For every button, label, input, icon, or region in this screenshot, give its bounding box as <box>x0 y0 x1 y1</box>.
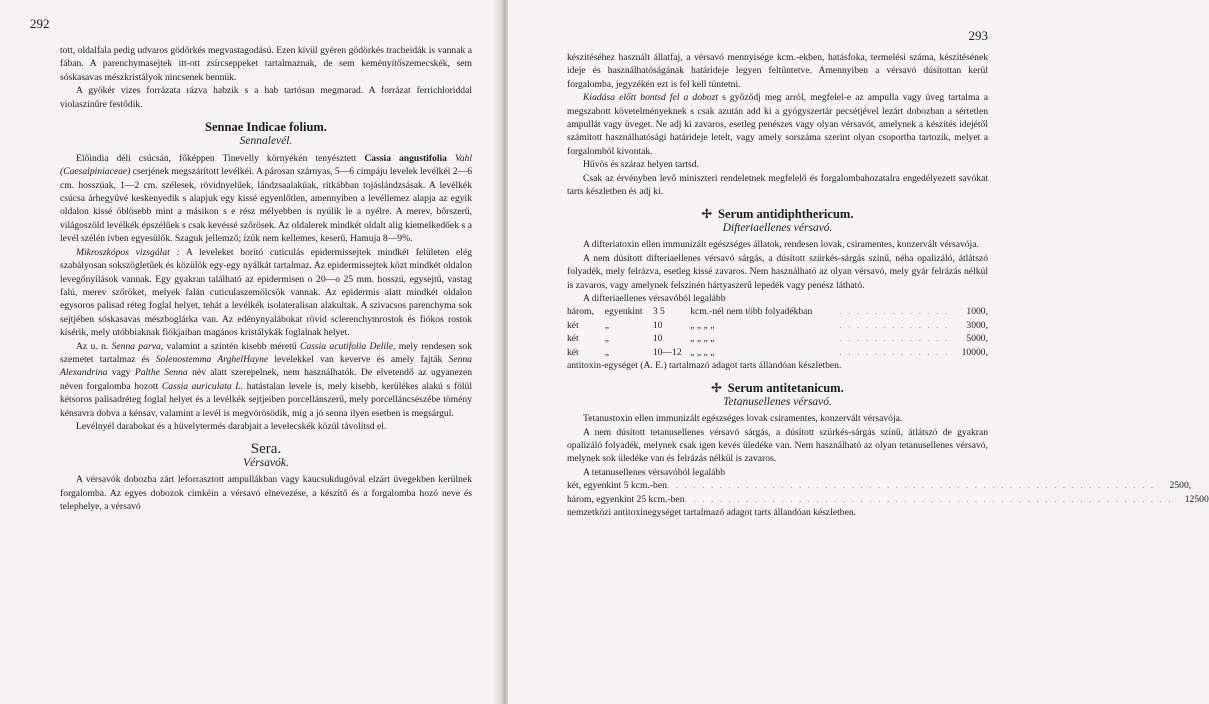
text-run: A leveleket borító cuticulás epidermissejtek mindkét felületen elég szabályosan sokszögletűek és közülök egy-egy nyálkát tartalmaz. Az epidermissejtek közt mindkét oldalon levegőnyílások vannak. Egy gyakran található az epidermisen o 20—o 25 mm. hosszú, egysejtű, vastag falú, merev szőröket, melyek falán cuticulaszemölcsök vannak. Az epidermis alatt mindkét oldalon egysoros palisad réteg foglal helyet, tehát a levélkék isolateralisan alakultak. A szivacsos parenchyma sok sejtjében sóskasavas mészboglárka van. Az edénynyalábokat rövid sclerenchymrostok és fiókos rostok kísérik, mely utóbbiaknak fiókjaiban magános kristálykák foglalnak helyet. <box>60 246 473 339</box>
paragraph: A difteriatoxin ellen immunizált egészséges állatok, rendesen lovak, csiramentes, konzervált vérsavója. <box>583 239 979 251</box>
section-subtitle-versavok: Vérsavók. <box>243 456 289 469</box>
leader-dots: . . . . . . . . . . . . . <box>839 319 950 331</box>
paragraph: Levélnyél darabokat és a hüvelytermés darabjait a levelecskék közül távolítsd el. <box>76 420 387 432</box>
table-row <box>567 305 988 318</box>
table-cell: 1000, <box>966 306 988 318</box>
emphasis-text: Kiadása előtt bontsd fel a dobozt <box>583 92 719 104</box>
text-run: mely rendesen sok szemetet tartalmaz és <box>60 340 472 365</box>
paragraph <box>567 91 988 158</box>
species-name: Senna parva, <box>111 340 164 352</box>
page-number-right: 293 <box>968 28 988 43</box>
table-row <box>567 319 988 332</box>
left-text-column <box>60 44 472 513</box>
cross-icon: ✢ <box>701 207 713 222</box>
species-name: Cassia acutifolia Delile, <box>299 340 396 352</box>
paragraph <box>60 246 472 340</box>
section-title-sennae: Sennae Indicae folium. <box>205 120 327 135</box>
author-name: Vahl <box>454 152 472 164</box>
text-run: vagy <box>111 367 131 379</box>
leader-dots: . . . . . . . . . . . . . <box>839 346 950 358</box>
title-text: Serum antidiphthericum. <box>718 207 854 222</box>
cross-icon: ✢ <box>711 381 722 396</box>
diphtheria-dose-table <box>567 305 988 359</box>
leader-dots: . . . . . . . . . . . . . . . . . . . . . . . . . . . . . . . . . . . . . . . . . . . . . . . . . . . . . . . . <box>666 480 1156 492</box>
table-cell: „ „ „ „ <box>690 346 715 358</box>
section-title-antitetanicum <box>567 382 988 395</box>
text-run: cserjének megszárított levélkéi. A párosan szárnyas, 5—6 cimpáju levelek levélkéi 2—6 cm. hosszúak, 1—2 cm. szélesek, rövidnyelűek, lándzsaalakúak, ritkábban tojáslándzsásak. A levélkék csúcsa árhegyűvé keskenyedik s alapjuk egy kissé egyenlőtlen, amennyiben a levéllemez alapja az egyik oldalon kissé öblösebb mint a másikon s e rész mélyebben is nyúlik le a nyélre. A merev, bőrszerű, világoszöld levélkék épszélűek s csak kevéssé szőrösek. Az oldalerek mindkét oldalt alig kiemelkedőek s a levél szélén ívben egyesülők. Szaguk jellemző; ízük nem kellemes, keserű. Hamuja 8—9%. <box>60 166 472 245</box>
dose-label: három, egyenkint 25 kcm.-ben <box>567 493 685 505</box>
leader-dots: . . . . . . . . . . . . . . . . . . . . . . . . . . . . . . . . . . . . . . . . . . . . . . . . . . . . . . . . <box>684 493 1173 505</box>
paragraph: A difteriaellenes vérsavóból legalább <box>583 292 726 304</box>
section-title-antidiphthericum <box>567 208 988 221</box>
text-run: Az u. n. <box>76 340 109 352</box>
paragraph: Hűvös és száraz helyen tartsd. <box>583 159 699 171</box>
text-run: levelekkel van keverve és amely fajták <box>274 353 443 365</box>
section-subtitle-tetanus: Tetanusellenes vérsavó. <box>723 395 832 408</box>
table-cell: 3 5 <box>652 306 665 318</box>
table-cell: „ <box>604 333 609 345</box>
species-name: Cassia angustifolia <box>364 152 447 164</box>
paragraph: antitoxin-egységet (A. E.) tartalmazó adagot tarts állandóan készletben. <box>567 359 842 371</box>
paragraph: A nem dúsított difteriaellenes vérsavó sárgás, a dúsított szürkés-sárgás színű, néha opalizáló, átlátszó folyadék, mely felrázva, esetleg kissé zavaros. Nem használható az olyan vérsavó, mely gyár felrázás nélkül is zavaros, vagy amelynek felszínén hártyaszerű lepedék vagy penész látható. <box>567 252 988 291</box>
paragraph <box>60 152 472 246</box>
text-run: hatástalan levele is, mely kisebb, kerülékes alakú s fölül kétsoros palisadréteg foglal helyet és a levélkék sejtjeiben porcellánszerű, mely porcelláncsészébe tömény kénsavra dobva a kénsav, valamint a levél is megvörösödik, míg a jó senna ilyen esetben is megsárgul. <box>60 380 472 419</box>
table-cell: 5000, <box>966 333 988 345</box>
paragraph: tott, oldalfala pedig udvaros gödörkés megvastagodású. Ezen kívül gyéren gödörkés tracheidák is vannak a fában. A parenchymasejtek itt-ott zsírcseppeket tartalmaznak, de sem keményítőszemecskék, sem sóskasavas mészkristályok nincsenek bennük. <box>60 45 472 83</box>
text-run: Előindia déli csúcsán, főképpen Tinevelly környékén tenyésztett <box>76 152 357 164</box>
tetanus-dose-row <box>567 493 1209 506</box>
species-name: Cassia auriculata L. <box>161 380 244 392</box>
species-name: Solenostemma ArghelHayne <box>155 353 269 365</box>
species-name: Senna Alexandrina <box>60 353 472 379</box>
table-cell: két <box>567 333 579 345</box>
section-title-sera: Sera. <box>250 441 282 458</box>
text-run: s győződj meg arról, megfelel-e az ampulla vagy üveg tartalma a megszabott követelményeknek s csak azután add ki a gyógyszertár pecsétjével lezárt dobozban a sértetlen ampullát vagy üveget. Ne adj ki zavaros, esetleg penészes vagy olyan vérsavót, amelynek a készítés idejétől számított használhatósági határideje letelt, vagy amely sorszáma szerint olyan csoportba tartozik, melyet a forgalomból kivontak. <box>567 92 989 157</box>
text-run: név alatt szerepelnek, nem használhatók. De elvetendő az ugyanezen néven forgalomba hozott <box>60 367 473 392</box>
leader-dots: . . . . . . . . . . . . . <box>839 333 950 345</box>
dose-label: két, egyenkint 5 kcm.-ben <box>567 480 667 492</box>
title-text: Serum antitetanicum. <box>727 381 844 396</box>
table-cell: 10000, <box>961 346 988 358</box>
page-number-left: 292 <box>30 16 50 31</box>
table-cell: 10 <box>652 319 663 331</box>
paragraph: A gyökér vizes forrázata rázva habzik s a hab tartósan megmarad. A forrázat ferrichloriddal violaszínűre festődik. <box>60 85 472 110</box>
section-subtitle-sennalevel: Sennalevél. <box>239 135 293 148</box>
paragraph: A tetanusellenes vérsavóból legalább <box>583 466 725 478</box>
section-subtitle-difteria: Difteriaellenes vérsavó. <box>722 221 833 234</box>
left-page <box>0 0 502 704</box>
paragraph: készítéséhez használt állatfaj, a vérsavó mennyisége kcm.-ekben, hatásfoka, termelési száma, készítésének ideje és használhatóságának határideje legyen feltüntetve. Amennyiben a vérsavó dúsítottan kerül forgalomba, jegyzékén ezt is fel kell tüntetni. <box>567 52 988 90</box>
family-name: (Caesalpiniaceae) <box>60 166 131 178</box>
dose-value: 12500 <box>1184 493 1209 505</box>
table-cell: kcm.-nél nem több folyadékban <box>690 306 813 318</box>
microscopy-label: Mikroszkópos vizsgálat : <box>76 246 180 258</box>
dose-value: 2500, <box>1169 480 1192 492</box>
table-cell: két <box>567 319 579 331</box>
paragraph <box>60 340 472 420</box>
tetanus-dose-row <box>567 479 1192 492</box>
table-cell: „ „ „ „ <box>690 319 715 331</box>
table-row <box>567 346 988 359</box>
table-cell: „ „ „ „ <box>690 333 715 345</box>
leader-dots: . . . . . . . . . . . . . <box>839 306 950 318</box>
right-text-column <box>567 51 1209 519</box>
text-run: valamint a szintén kisebb méretű <box>166 340 297 352</box>
table-cell: 10—12 <box>652 346 682 358</box>
table-cell: két <box>567 346 579 358</box>
table-cell: „ <box>604 346 609 358</box>
table-cell: 10 <box>652 333 663 345</box>
table-cell: egyenkint <box>604 306 643 318</box>
table-cell: „ <box>604 319 609 331</box>
table-cell: három, <box>567 306 594 318</box>
right-page <box>508 0 1209 704</box>
table-cell: 3000, <box>966 319 988 331</box>
paragraph: A nem dúsított tetanusellenes vérsavó sárgás, a dúsított szürkés-sárgás színű, átlátszó de gyakran opalizáló folyadék, melynek csak igen kevés üledéke van. Nem használható az olyan tetanusellenes vérsavó, melynek sok üledéke van és felrázás nélkül is zavaros. <box>567 426 988 465</box>
paragraph: Csak az érvényben levő miniszteri rendeletnek megfelelő és forgalombahozatalra engedélyezett savókat tarts készletben és adj ki. <box>567 172 988 198</box>
species-name: Palthe Senna <box>134 367 188 379</box>
paragraph: nemzetközi antitoxinegységet tartalmazó adagot tarts állandóan készletben. <box>567 507 857 518</box>
paragraph: A vérsavók dobozba zárt leforrasztott ampullákban vagy kaucsukdugóval elzárt üvegekben kerülnek forgalomba. Az egyes dobozok cimkéin a vérsavó elnevezése, a készítő és a forgalomba hozó neve és telephelye, a vérsavó <box>60 474 472 512</box>
table-row <box>567 332 988 345</box>
paragraph: Tetanustoxin ellen immunizált egészséges lovak csiramentes, konzervált vérsavója. <box>583 413 903 425</box>
